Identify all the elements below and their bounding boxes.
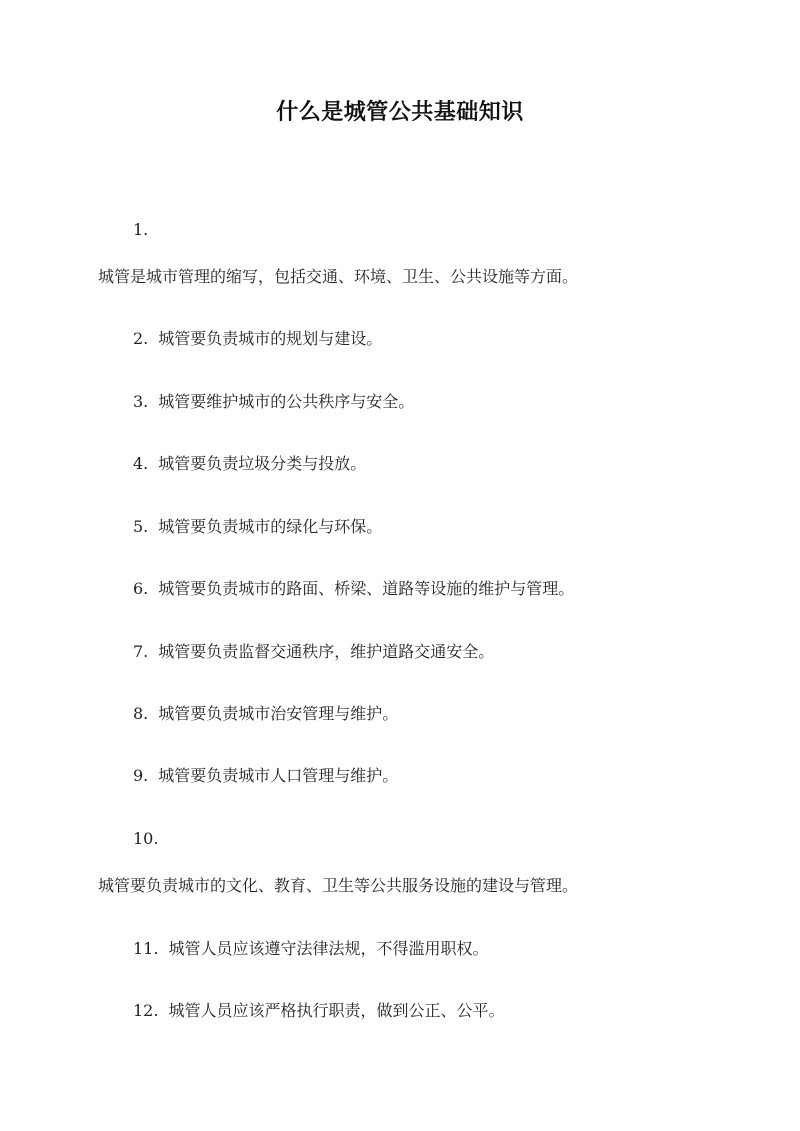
- list-item-text: 城管要负责城市的规划与建设。: [158, 329, 383, 348]
- list-item-10-number: 10.: [133, 829, 159, 848]
- list-item: [133, 452, 366, 476]
- list-item-text: 城管要负责监督交通秩序，维护道路交通安全。: [158, 642, 495, 661]
- list-item-number: 7.: [133, 642, 149, 661]
- list-item-text: 城管要负责城市的路面、桥梁、道路等设施的维护与管理。: [158, 579, 575, 598]
- list-item-number: 5.: [133, 517, 149, 536]
- list-item-text: 城管要负责垃圾分类与投放。: [158, 454, 367, 473]
- list-item-1-text: 城管是城市管理的缩写，包括交通、环境、卫生、公共设施等方面。: [98, 267, 579, 286]
- list-item-text: 城管要负责城市的绿化与环保。: [158, 517, 383, 536]
- list-item-text: 城管要负责城市人口管理与维护。: [158, 766, 399, 785]
- list-item-number: 9.: [133, 766, 149, 785]
- document-title: 什么是城管公共基础知识: [276, 99, 524, 125]
- list-item: [133, 999, 504, 1023]
- list-item-10-text: 城管要负责城市的文化、教育、卫生等公共服务设施的建设与管理。: [98, 876, 579, 895]
- list-item: [133, 390, 414, 414]
- list-item-number: 3.: [133, 392, 149, 411]
- list-item: [133, 702, 398, 726]
- list-item-number: 2.: [133, 329, 149, 348]
- list-item-number: 4.: [133, 454, 149, 473]
- list-item-text: 城管要维护城市的公共秩序与安全。: [158, 392, 415, 411]
- list-item: [133, 764, 398, 788]
- list-item-text: 城管人员应该遵守法律法规，不得滥用职权。: [168, 939, 489, 958]
- list-item-1-number: 1.: [133, 220, 149, 239]
- list-item: [133, 640, 494, 664]
- list-item: [133, 577, 574, 601]
- list-item: [133, 515, 382, 539]
- list-item-number: 11.: [133, 939, 159, 958]
- list-item-number: 12.: [133, 1001, 159, 1020]
- list-item-number: 8.: [133, 704, 149, 723]
- list-item-number: 6.: [133, 579, 149, 598]
- list-item: [133, 327, 382, 351]
- list-item-text: 城管人员应该严格执行职责，做到公正、公平。: [168, 1001, 505, 1020]
- list-item-text: 城管要负责城市治安管理与维护。: [158, 704, 399, 723]
- list-item: [133, 937, 488, 961]
